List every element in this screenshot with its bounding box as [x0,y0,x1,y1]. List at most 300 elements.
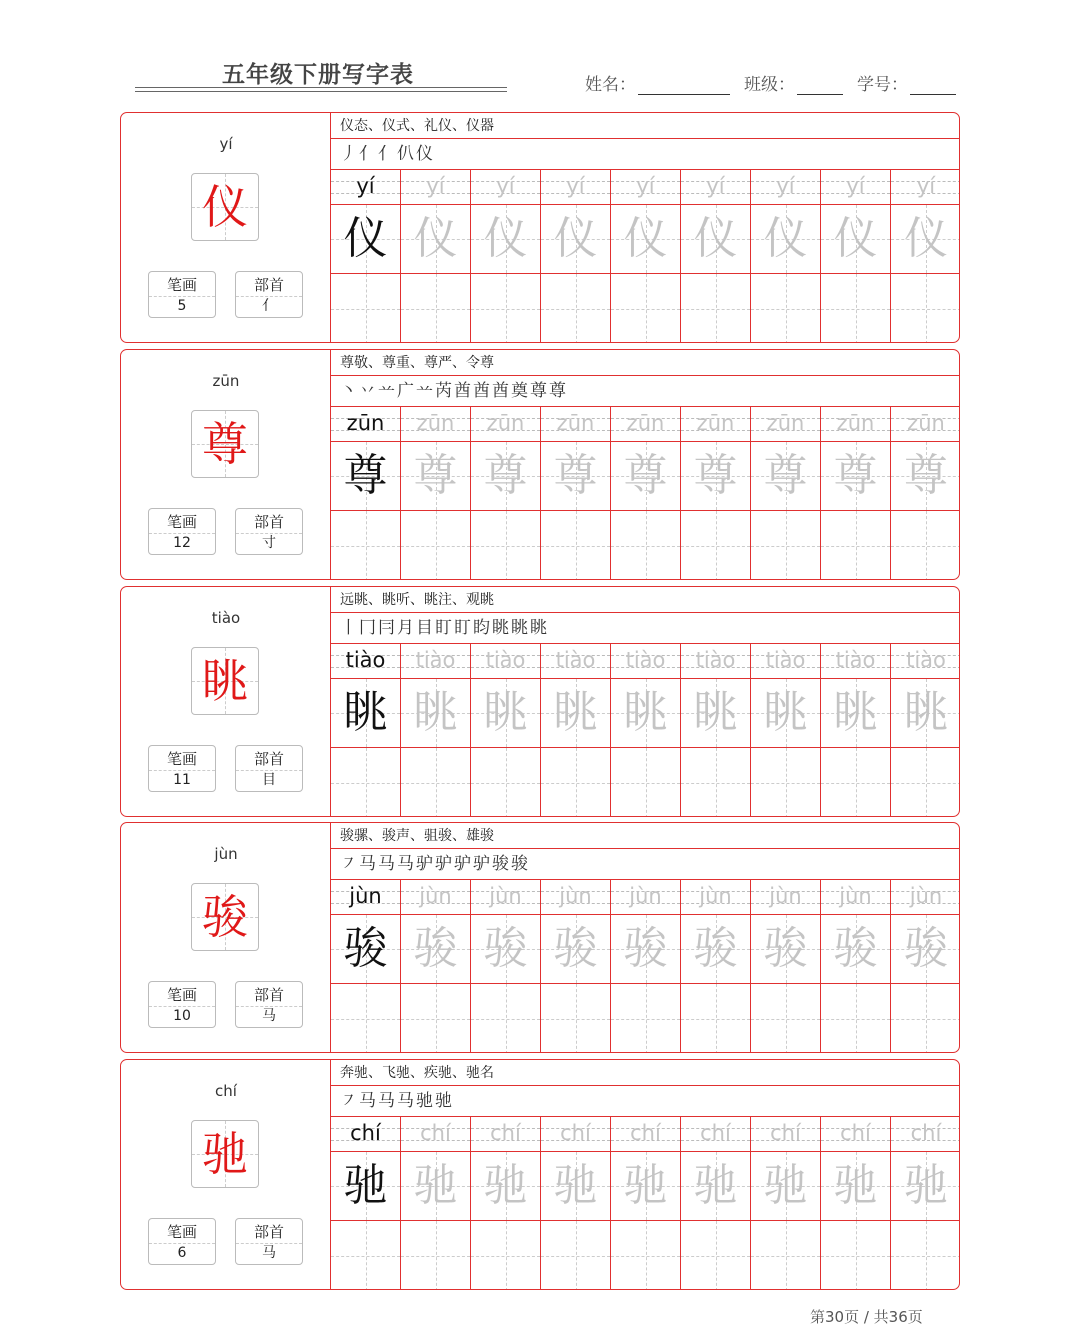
practice-column [681,407,751,580]
pinyin-cell[interactable] [821,1117,890,1152]
blank-writing-cell[interactable] [611,1221,680,1290]
pinyin-cell[interactable] [681,1117,750,1152]
practice-grid [331,170,960,343]
pinyin-cell[interactable] [751,880,820,915]
id-field[interactable] [857,70,956,95]
practice-column [401,880,471,1053]
character-trace: 驰 [623,1160,668,1211]
character-card [120,112,960,343]
character-trace: 驰 [763,1160,808,1211]
pinyin-cell[interactable] [331,407,400,442]
character-trace: 尊 [833,450,878,501]
pinyin-trace: jùn [909,884,943,908]
character-cell[interactable] [611,205,680,274]
class-label: 班级： [744,75,795,95]
practice-grid [331,407,960,580]
blank-writing-cell[interactable] [681,984,750,1053]
character-trace: 眺 [553,687,598,738]
blank-writing-cell[interactable] [611,984,680,1053]
blank-writing-cell[interactable] [541,1221,610,1290]
example-words: 远眺、眺听、眺注、观眺 [331,587,960,613]
blank-writing-cell[interactable] [401,748,470,817]
practice-column [541,170,611,343]
character-cell[interactable] [611,679,680,748]
pinyin-trace: zūn [696,411,735,435]
character-cell[interactable] [331,1152,400,1221]
pinyin-cell[interactable] [331,644,400,679]
character-cell[interactable] [541,205,610,274]
character-cell[interactable] [891,442,960,511]
blank-writing-cell[interactable] [471,1221,540,1290]
stroke-count-box [148,271,216,318]
practice-panel [331,113,960,342]
practice-column [611,407,681,580]
pinyin-cell[interactable] [891,1117,960,1152]
pinyin-cell[interactable] [821,407,890,442]
stroke-step: 驴 [473,854,491,874]
stroke-count-value: 6 [177,1245,187,1261]
pinyin-cell[interactable] [891,644,960,679]
character-trace: 骏 [483,923,528,974]
stroke-step: 䒑 [378,381,396,401]
stroke-step: 驰 [416,1091,434,1111]
stroke-count-label: 笔画 [149,1221,215,1244]
blank-writing-cell[interactable] [611,274,680,343]
stroke-count-value: 10 [173,1008,191,1024]
stroke-order [331,376,960,407]
pinyin-trace: chí [350,1121,381,1145]
stroke-step: 盯 [435,618,453,638]
blank-writing-cell[interactable] [611,511,680,580]
stroke-step: 丿 [340,144,358,164]
blank-writing-cell[interactable] [821,984,890,1053]
pinyin-cell[interactable] [891,407,960,442]
blank-writing-cell[interactable] [541,748,610,817]
practice-column [401,1117,471,1290]
pinyin-cell[interactable] [821,644,890,679]
pinyin-trace: zūn [416,411,455,435]
pinyin-cell[interactable] [611,170,680,205]
pinyin-cell[interactable] [541,1117,610,1152]
character-cell[interactable] [611,915,680,984]
blank-writing-cell[interactable] [541,984,610,1053]
pinyin-cell[interactable] [611,407,680,442]
pinyin-cell[interactable] [471,170,540,205]
practice-column [681,880,751,1053]
page-number: 第30页 / 共36页 [810,1308,923,1326]
practice-column [331,644,401,817]
blank-writing-cell[interactable] [471,274,540,343]
blank-writing-cell[interactable] [331,984,400,1053]
practice-column [401,644,471,817]
practice-column [891,1117,960,1290]
character-trace: 眺 [413,687,458,738]
stroke-count-label: 笔画 [149,748,215,771]
blank-writing-cell[interactable] [681,748,750,817]
stroke-step: 马 [378,854,396,874]
practice-column [821,880,891,1053]
pinyin-trace: jùn [699,884,732,908]
pinyin-trace: yí [636,174,655,198]
character-cell[interactable] [681,442,750,511]
character-cell[interactable] [751,1152,820,1221]
character-cell[interactable] [401,1152,470,1221]
radical-value: 马 [262,1008,276,1024]
practice-column [891,170,960,343]
character-cell[interactable] [681,205,750,274]
character-trace: 驰 [553,1160,598,1211]
pinyin-trace: chí [770,1121,801,1145]
practice-column [611,880,681,1053]
character-cell[interactable] [331,442,400,511]
blank-writing-cell[interactable] [331,274,400,343]
practice-column [471,1117,541,1290]
stroke-step: 酋 [492,381,510,401]
pinyin-label: yí [219,135,233,153]
character-trace: 尊 [623,450,668,501]
pinyin-cell[interactable] [331,880,400,915]
character-trace: 尊 [413,450,458,501]
blank-writing-cell[interactable] [401,274,470,343]
stroke-step: 亻 [378,144,396,164]
character-cell[interactable] [891,915,960,984]
title-underline [135,87,507,88]
character-cell[interactable] [891,205,960,274]
practice-column [751,407,821,580]
blank-writing-cell[interactable] [401,1221,470,1290]
character-cell[interactable] [471,679,540,748]
character-cell[interactable] [541,1152,610,1221]
stroke-step: 盯 [454,618,472,638]
practice-column [821,644,891,817]
pinyin-trace: chí [840,1121,871,1145]
blank-writing-cell[interactable] [821,511,890,580]
practice-column [681,1117,751,1290]
stroke-step: 眺 [530,618,548,638]
blank-writing-cell[interactable] [331,1221,400,1290]
character-cell[interactable] [821,1152,890,1221]
stroke-count-label: 笔画 [149,984,215,1007]
blank-writing-cell[interactable] [751,984,820,1053]
pinyin-trace: tiào [415,648,456,672]
character-cell[interactable] [401,442,470,511]
radical-box [235,271,303,318]
radical-value: 亻 [262,298,276,314]
character-cell[interactable] [331,205,400,274]
character-cell[interactable] [751,205,820,274]
practice-panel [331,350,960,579]
character-trace: 骏 [833,923,878,974]
blank-writing-cell[interactable] [821,274,890,343]
character-cell[interactable] [681,915,750,984]
pinyin-trace: zūn [836,411,875,435]
character-cell[interactable] [541,442,610,511]
blank-writing-cell[interactable] [891,984,960,1053]
character-cell[interactable] [471,1152,540,1221]
character-card [120,586,960,817]
pinyin-cell[interactable] [401,1117,470,1152]
pinyin-cell[interactable] [331,170,400,205]
blank-writing-cell[interactable] [471,748,540,817]
pinyin-cell[interactable] [471,644,540,679]
character-trace: 骏 [413,923,458,974]
character-cell[interactable] [611,1152,680,1221]
blank-writing-cell[interactable] [751,748,820,817]
main-character: 驰 [202,1127,248,1181]
character-cell[interactable] [751,442,820,511]
blank-writing-cell[interactable] [681,1221,750,1290]
character-trace: 尊 [553,450,598,501]
title-underline [135,91,507,92]
character-trace: 驰 [904,1160,948,1211]
pinyin-trace: zūn [626,411,665,435]
name-field[interactable] [585,70,730,95]
character-trace: 仪 [693,213,738,264]
stroke-step: 驴 [435,854,453,874]
pinyin-trace: jùn [839,884,872,908]
character-trace: 骏 [343,923,388,974]
blank-writing-cell[interactable] [751,1221,820,1290]
stroke-step: 亻 [359,144,377,164]
pinyin-cell[interactable] [681,644,750,679]
character-cell[interactable] [611,442,680,511]
class-field[interactable] [744,70,843,95]
blank-writing-cell[interactable] [471,984,540,1053]
pinyin-cell[interactable] [611,1117,680,1152]
blank-writing-cell[interactable] [751,274,820,343]
character-cell[interactable] [331,679,400,748]
practice-column [821,1117,891,1290]
stroke-step: 眺 [511,618,529,638]
pinyin-cell[interactable] [401,170,470,205]
pinyin-cell[interactable] [401,880,470,915]
radical-label: 部首 [236,984,302,1007]
pinyin-cell[interactable] [401,644,470,679]
stroke-step: 奠 [511,381,529,401]
pinyin-trace: chí [420,1121,451,1145]
character-cell[interactable] [401,915,470,984]
blank-writing-cell[interactable] [541,511,610,580]
character-trace: 眺 [343,687,388,738]
stroke-step: 骏 [511,854,529,874]
blank-writing-cell[interactable] [751,511,820,580]
pinyin-cell[interactable] [751,1117,820,1152]
id-blank[interactable] [910,74,956,95]
radical-value: 目 [262,772,276,788]
stroke-step: 盷 [473,618,491,638]
character-trace: 骏 [904,923,948,974]
character-cell[interactable] [471,915,540,984]
pinyin-label: zūn [212,372,240,390]
stroke-step: 酋 [473,381,491,401]
blank-writing-cell[interactable] [471,511,540,580]
pinyin-trace: chí [490,1121,521,1145]
pinyin-cell[interactable] [331,1117,400,1152]
pinyin-cell[interactable] [681,880,750,915]
stroke-count-box [148,745,216,792]
blank-writing-cell[interactable] [331,511,400,580]
character-trace: 仪 [623,213,668,264]
pinyin-trace: yí [496,174,515,198]
main-character: 尊 [202,417,248,471]
character-trace: 眺 [763,687,808,738]
pinyin-cell[interactable] [821,880,890,915]
practice-column [541,1117,611,1290]
blank-writing-cell[interactable] [611,748,680,817]
practice-column [471,170,541,343]
pinyin-cell[interactable] [401,407,470,442]
blank-writing-cell[interactable] [541,274,610,343]
stroke-step: 丨 [340,618,358,638]
stroke-step: 丷 [359,381,377,401]
character-cell[interactable] [471,205,540,274]
character-trace: 仪 [483,213,528,264]
character-cell[interactable] [891,679,960,748]
character-trace: 仪 [413,213,458,264]
stroke-step: 马 [397,854,415,874]
practice-column [611,1117,681,1290]
pinyin-trace: yí [776,174,795,198]
practice-column [541,880,611,1053]
character-cell[interactable] [401,205,470,274]
stroke-step: ㇇ [340,854,358,874]
character-cell[interactable] [331,915,400,984]
practice-column [331,880,401,1053]
character-trace: 驰 [833,1160,878,1211]
character-trace: 骏 [553,923,598,974]
pinyin-trace: zūn [556,411,595,435]
character-cell[interactable] [401,679,470,748]
blank-writing-cell[interactable] [821,748,890,817]
pinyin-cell[interactable] [821,170,890,205]
name-blank[interactable] [638,74,730,95]
blank-writing-cell[interactable] [891,1221,960,1290]
character-trace: 眺 [904,687,948,738]
stroke-step: 目 [416,618,434,638]
practice-column [331,170,401,343]
practice-panel [331,587,960,816]
character-trace: 驰 [693,1160,738,1211]
radical-box [235,981,303,1028]
practice-column [681,170,751,343]
id-label: 学号： [857,75,908,95]
pinyin-cell[interactable] [471,407,540,442]
pinyin-trace: jùn [559,884,592,908]
practice-column [331,1117,401,1290]
character-trace: 眺 [623,687,668,738]
pinyin-cell[interactable] [751,644,820,679]
pinyin-trace: yí [916,174,936,198]
character-box [191,883,259,951]
character-trace: 仪 [833,213,878,264]
practice-column [821,170,891,343]
blank-writing-cell[interactable] [681,274,750,343]
stroke-step: 丶 [340,381,358,401]
pinyin-trace: yí [846,174,865,198]
blank-writing-cell[interactable] [401,511,470,580]
main-character: 骏 [202,890,248,944]
pinyin-cell[interactable] [681,407,750,442]
practice-grid [331,644,960,817]
radical-label: 部首 [236,511,302,534]
pinyin-trace: chí [700,1121,731,1145]
pinyin-cell[interactable] [471,880,540,915]
pinyin-cell[interactable] [611,880,680,915]
practice-column [541,407,611,580]
character-cell[interactable] [821,915,890,984]
blank-writing-cell[interactable] [681,511,750,580]
radical-box [235,1218,303,1265]
pinyin-trace: tiào [345,648,386,672]
stroke-step: 马 [359,854,377,874]
character-cell[interactable] [751,679,820,748]
pinyin-cell[interactable] [891,170,960,205]
pinyin-trace: tiào [906,648,946,672]
pinyin-cell[interactable] [751,407,820,442]
pinyin-cell[interactable] [751,170,820,205]
character-cell[interactable] [471,442,540,511]
pinyin-trace: chí [910,1121,942,1145]
character-cell[interactable] [821,679,890,748]
stroke-step: 仈 [397,144,415,164]
character-trace: 仪 [763,213,808,264]
character-cell[interactable] [891,1152,960,1221]
blank-writing-cell[interactable] [891,274,960,343]
pinyin-trace: jùn [769,884,802,908]
pinyin-cell[interactable] [541,407,610,442]
stroke-count-value: 5 [177,298,187,314]
character-cell[interactable] [821,205,890,274]
class-blank[interactable] [797,74,843,95]
pinyin-cell[interactable] [541,880,610,915]
pinyin-trace: chí [560,1121,591,1145]
character-trace: 尊 [693,450,738,501]
stroke-step: 冃 [378,618,396,638]
blank-writing-cell[interactable] [401,984,470,1053]
practice-column [541,644,611,817]
blank-writing-cell[interactable] [331,748,400,817]
pinyin-trace: tiào [835,648,876,672]
character-cell[interactable] [681,1152,750,1221]
character-cell[interactable] [751,915,820,984]
pinyin-cell[interactable] [611,644,680,679]
pinyin-label: jùn [214,845,238,863]
practice-panel [331,823,960,1052]
character-box [191,410,259,478]
stroke-count-value: 11 [173,772,191,788]
stroke-count-box [148,1218,216,1265]
blank-writing-cell[interactable] [821,1221,890,1290]
pinyin-trace: jùn [419,884,452,908]
pinyin-cell[interactable] [541,170,610,205]
pinyin-cell[interactable] [681,170,750,205]
blank-writing-cell[interactable] [891,511,960,580]
pinyin-cell[interactable] [471,1117,540,1152]
character-cell[interactable] [541,915,610,984]
pinyin-trace: zūn [346,411,385,435]
blank-writing-cell[interactable] [891,748,960,817]
example-words: 奔驰、飞驰、疾驰、驰名 [331,1060,960,1086]
character-info-panel [121,823,331,1052]
pinyin-cell[interactable] [891,880,960,915]
example-words: 尊敬、尊重、尊严、令尊 [331,350,960,376]
character-cell[interactable] [681,679,750,748]
character-cell[interactable] [541,679,610,748]
character-box [191,647,259,715]
practice-column [751,880,821,1053]
character-cell[interactable] [821,442,890,511]
pinyin-cell[interactable] [541,644,610,679]
